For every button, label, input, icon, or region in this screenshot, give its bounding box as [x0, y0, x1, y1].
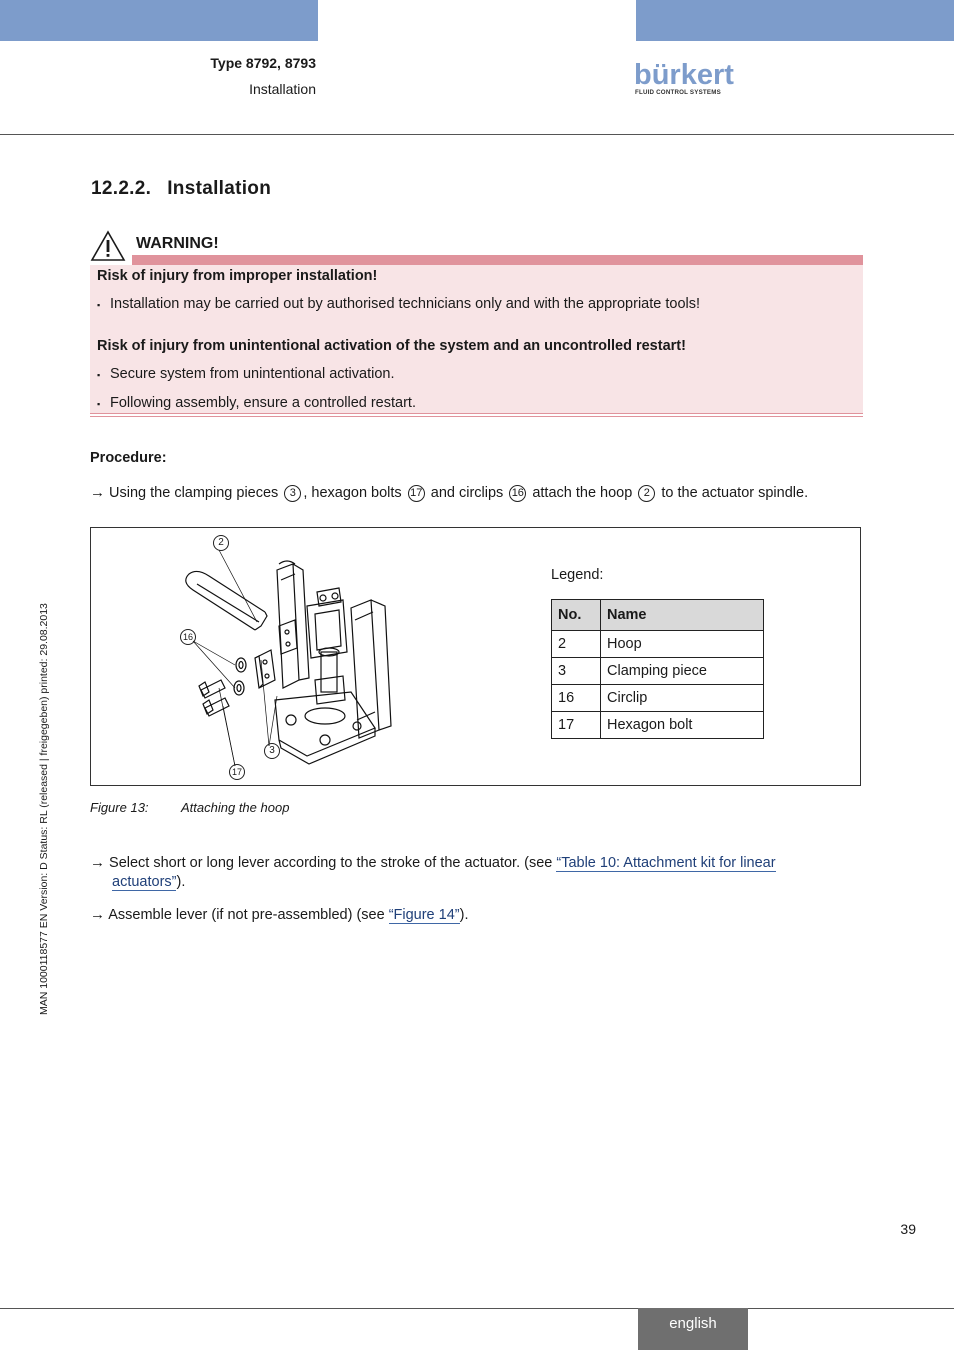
step-assemble-lever [90, 906, 468, 923]
step-1-text-b: , hexagon bolts [303, 485, 402, 501]
legend-cell-no: 2 [552, 631, 601, 658]
document-meta-sidebar: MAN 1000118577 EN Version: D Status: RL (released | freigegeben) printed: 29.08.2013 [38, 603, 50, 1015]
step-1-text-d: attach the hoop [532, 485, 633, 501]
figure-callout-2: 2 [213, 535, 229, 551]
legend-label: Legend: [551, 567, 604, 583]
section-title: Installation [167, 178, 272, 199]
step-select-lever-line-2 [112, 874, 185, 890]
table-row [552, 685, 764, 712]
step-select-lever-text: Select short or long lever according to the stroke of the actuator. (see [109, 855, 557, 871]
callout-17: 17 [408, 485, 425, 502]
legend-cell-name: Hexagon bolt [601, 712, 764, 739]
page-number: 39 [900, 1221, 916, 1237]
step-arrow-icon: → [90, 906, 105, 923]
legend-header-row [552, 600, 764, 631]
legend-table [551, 599, 764, 739]
figure-caption-text: Attaching the hoop [181, 800, 290, 815]
legend-cell-no: 3 [552, 658, 601, 685]
warning-risk-1-item: ▪ Installation may be carried out by authorised technicians only and with the appropriate tools! [110, 296, 700, 312]
callout-16: 16 [509, 485, 526, 502]
table-row [552, 658, 764, 685]
legend-cell-no: 16 [552, 685, 601, 712]
figure-14-link[interactable]: “Figure 14” [388, 907, 460, 923]
warning-triangle-icon [90, 230, 126, 262]
warning-risk-2-item-2: ▪ Following assembly, ensure a controlled restart. [110, 395, 416, 411]
section-number: 12.2.2. [91, 178, 152, 199]
document-section: Installation [249, 81, 316, 97]
figure-callout-16: 16 [180, 629, 196, 645]
step-select-lever-end: ). [176, 874, 186, 890]
legend-cell-name: Hoop [601, 631, 764, 658]
step-1-text-e: to the actuator spindle. [661, 485, 809, 501]
legend-cell-no: 17 [552, 712, 601, 739]
warning-risk-2-title: Risk of injury from unintentional activation of the system and an uncontrolled restart! [97, 338, 686, 354]
step-assemble-lever-end: ). [459, 907, 469, 923]
step-arrow-icon: → [90, 854, 105, 871]
header-divider [0, 134, 954, 135]
table-10-link-continued[interactable]: actuators” [112, 874, 177, 890]
callout-3: 3 [284, 485, 301, 502]
legend-cell-name: Circlip [601, 685, 764, 712]
callout-2: 2 [638, 485, 655, 502]
step-arrow-icon: → [90, 484, 105, 501]
legend-header-no: No. [552, 600, 601, 631]
table-row [552, 712, 764, 739]
step-select-lever [90, 854, 776, 871]
warning-bottom-rule-2 [90, 416, 863, 417]
warning-risk-1-title: Risk of injury from improper installation! [97, 268, 378, 284]
step-1-text-a: Using the clamping pieces [109, 485, 279, 501]
header-bar-left [0, 0, 318, 41]
procedure-label: Procedure: [90, 450, 167, 466]
step-assemble-lever-text: Assemble lever (if not pre-assembled) (see [108, 907, 389, 923]
figure-callout-3: 3 [264, 743, 280, 759]
section-heading [91, 178, 271, 200]
logo-tagline: FLUID CONTROL SYSTEMS [635, 89, 721, 96]
language-tab: english [638, 1308, 748, 1350]
document-type: Type 8792, 8793 [210, 55, 316, 71]
footer-divider [0, 1308, 954, 1309]
warning-label: WARNING! [136, 235, 219, 252]
table-10-link[interactable]: “Table 10: Attachment kit for linear [556, 855, 776, 871]
hoop-assembly-drawing [175, 530, 405, 782]
legend-cell-name: Clamping piece [601, 658, 764, 685]
figure-caption-number: Figure 13: [90, 800, 149, 815]
logo-wordmark: bürkert [634, 59, 734, 91]
header-bar-right [636, 0, 954, 41]
step-1-text-c: and circlips [430, 485, 504, 501]
warning-risk-2-item-1: ▪ Secure system from unintentional activation. [110, 366, 395, 382]
warning-bar [132, 255, 863, 265]
warning-bottom-rule [90, 413, 863, 414]
procedure-step-1 [90, 484, 808, 502]
figure-callout-17: 17 [229, 764, 245, 780]
burkert-logo [634, 58, 734, 98]
legend-header-name: Name [601, 600, 764, 631]
table-row [552, 631, 764, 658]
